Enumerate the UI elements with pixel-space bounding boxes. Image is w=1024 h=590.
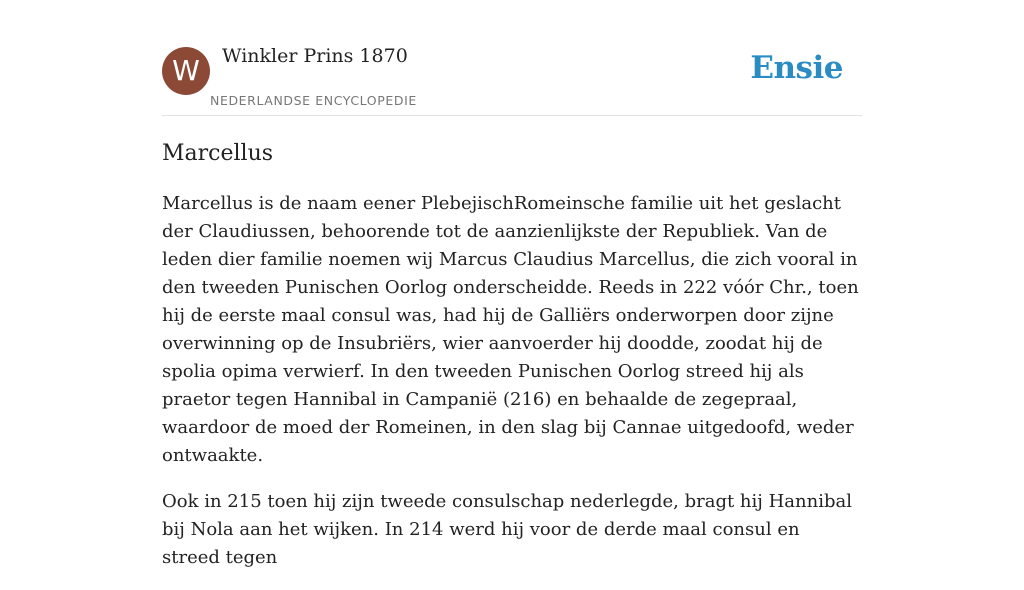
source-subtitle: NEDERLANDSE ENCYCLOPEDIE [210, 93, 417, 108]
article-title: Marcellus [162, 141, 274, 166]
site-header [162, 0, 862, 116]
article [162, 139, 862, 590]
article-paragraph: Marcellus is de naam eener PlebejischRomeinsche familie uit het geslacht der Claudiussen, behoorende tot de aanzienlijkste der Republiek. Van de leden dier familie noemen wij Marcus Claudius Marcellus, die zich vooral in den tweeden Punischen Oorlog onderscheidde. Reeds in 222 vóór Chr., toen hij de eerste maal consul was, had hij de Galliërs onderworpen door zijne overwinning op de Insubriërs, wier aanvoerder hij doodde, zoodat hij de spolia opima verwierf. In den tweeden Punischen Oorlog streed hij als praetor tegen Hannibal in Campanië (216) en behaalde de zegepraal, waardoor de moed der Romeinen, in den slag bij Cannae uitgedoofd, weder ontwaakte. [162, 193, 859, 466]
source-title[interactable]: Winkler Prins 1870 [222, 45, 408, 67]
brand-logo[interactable]: Ensie [750, 50, 843, 86]
article-paragraph: Ook in 215 toen hij zijn tweede consulschap nederlegde, bragt hij Hannibal bij Nola aan het wijken. In 214 werd hij voor de derde maal consul en streed tegen [162, 491, 852, 568]
source-avatar[interactable]: W [162, 47, 210, 95]
